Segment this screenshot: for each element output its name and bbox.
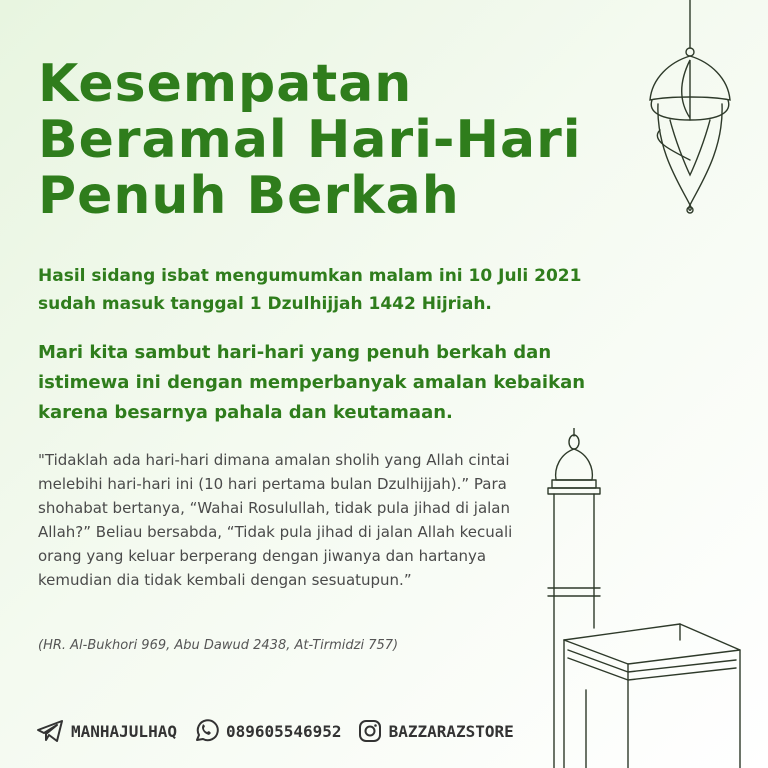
telegram-contact[interactable] bbox=[36, 719, 177, 743]
whatsapp-label: 089605546952 bbox=[225, 721, 342, 741]
telegram-icon bbox=[36, 719, 64, 743]
telegram-label: MANHAJULHAQ bbox=[71, 721, 177, 741]
hadith-reference: (HR. Al-Bukhori 969, Abu Dawud 2438, At-Tirmidzi 757) bbox=[38, 638, 399, 653]
title-line-3: Penuh Berkah bbox=[38, 166, 460, 226]
whatsapp-icon bbox=[193, 718, 219, 744]
instagram-label: BAZZARAZSTORE bbox=[388, 721, 514, 741]
instagram-contact[interactable] bbox=[358, 719, 514, 743]
title-line-2: Beramal Hari-Hari bbox=[38, 110, 582, 170]
announcement-paragraph: Hasil sidang isbat mengumumkan malam ini 10 Juli 2021 sudah masuk tanggal 1 Dzulhijjah 1442 Hijriah. bbox=[38, 266, 582, 314]
invitation-paragraph: Mari kita sambut hari-hari yang penuh berkah dan istimewa ini dengan memperbanyak amalan kebaikan karena besarnya pahala dan keutamaan. bbox=[38, 342, 586, 423]
hadith-quote: "Tidaklah ada hari-hari dimana amalan sholih yang Allah cintai melebihi hari-hari ini (10 hari pertama bulan Dzulhijjah).” Para shohabat bertanya, “Wahai Rosulullah, tidak pula jihad di jalan Allah?” Beliau bersabda, “Tidak pula jihad di jalan Allah kecuali orang yang keluar berperang dengan jiwanya dan hartanya kemudian dia tidak kembali dengan sesuatupun.” bbox=[38, 451, 513, 589]
title-line-1: Kesempatan bbox=[38, 54, 413, 114]
lantern-illustration bbox=[630, 0, 750, 230]
minaret-kaaba-illustration bbox=[520, 428, 760, 768]
page-title bbox=[38, 56, 582, 224]
footer-contacts bbox=[36, 718, 524, 744]
whatsapp-contact[interactable] bbox=[193, 718, 342, 744]
instagram-icon bbox=[358, 719, 382, 743]
